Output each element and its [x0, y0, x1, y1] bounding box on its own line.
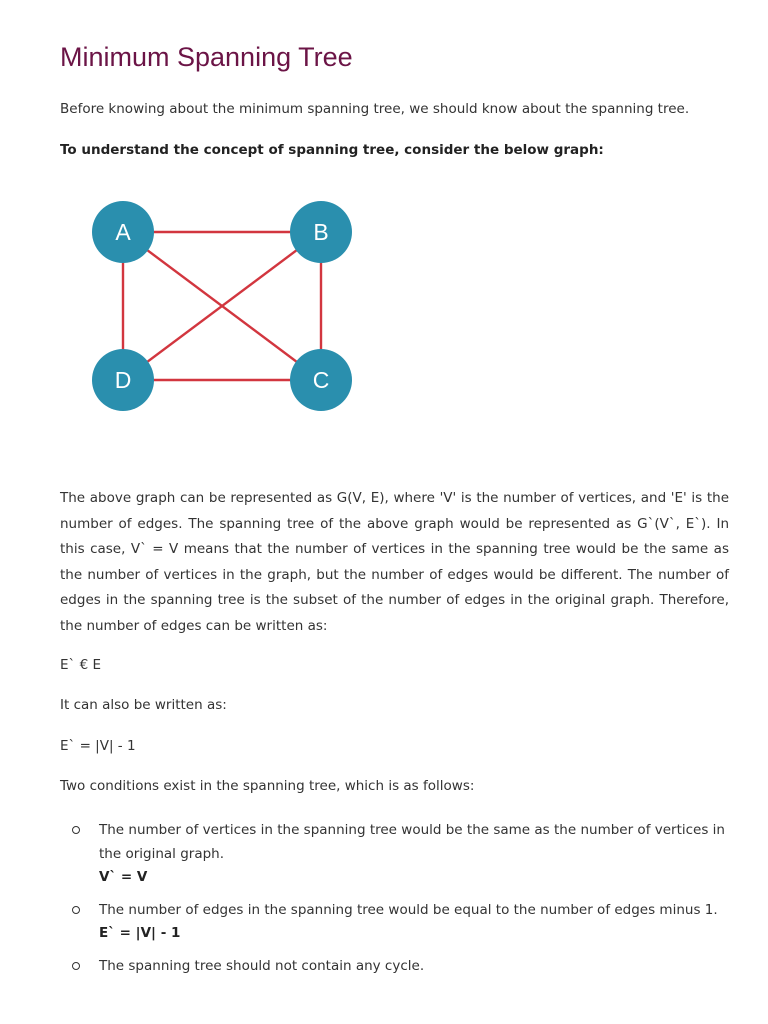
list-item — [72, 818, 732, 898]
condition-text: The number of vertices in the spanning tree would be the same as the number of vertices in the original graph. — [99, 822, 725, 862]
graph-node-b — [290, 201, 352, 263]
intro-text: Before knowing about the minimum spanning tree, we should know about the spanning tree. — [60, 101, 690, 117]
graph-explanation: The above graph can be represented as G(V, E), where 'V' is the number of vertices, and 'E' is the number of edges. The spanning tree of the above graph would be represented as G`(V`, E`). In this case, V` = V means that the number of vertices in the spanning tree would be the same as the number of vertices in the graph, but the number of edges would be different. The number of edges in the spanning tree is the subset of the number of edges in the original graph. Therefore, the number of edges can be written as: — [60, 490, 729, 634]
condition-text: The spanning tree should not contain any cycle. — [99, 958, 425, 974]
also-written-text: It can also be written as: — [60, 697, 227, 713]
page-title: Minimum Spanning Tree — [60, 42, 353, 72]
conditions-list — [72, 818, 732, 978]
graph-diagram — [80, 190, 380, 430]
node-a-label: A — [115, 219, 131, 245]
node-d-label: D — [114, 367, 132, 393]
conditions-intro: Two conditions exist in the spanning tree, which is as follows: — [60, 778, 475, 794]
formula-edge-count: E` = |V| - 1 — [60, 738, 136, 754]
graph-edges — [123, 232, 321, 380]
node-b-label: B — [313, 219, 329, 245]
node-c-label: C — [312, 367, 330, 393]
condition-equation: E` = |V| - 1 — [99, 925, 181, 941]
condition-text: The number of edges in the spanning tree would be equal to the number of edges minus 1. — [99, 902, 718, 918]
graph-node-c — [290, 349, 352, 411]
condition-equation: V` = V — [99, 869, 148, 885]
formula-subset: E` € E — [60, 657, 101, 673]
list-item — [72, 898, 732, 954]
bullet-icon — [72, 962, 80, 970]
concept-heading: To understand the concept of spanning tree, consider the below graph: — [60, 142, 604, 158]
bullet-icon — [72, 906, 80, 914]
bullet-icon — [72, 826, 80, 834]
graph-node-a — [92, 201, 154, 263]
graph-node-d — [92, 349, 154, 411]
list-item — [72, 954, 732, 978]
